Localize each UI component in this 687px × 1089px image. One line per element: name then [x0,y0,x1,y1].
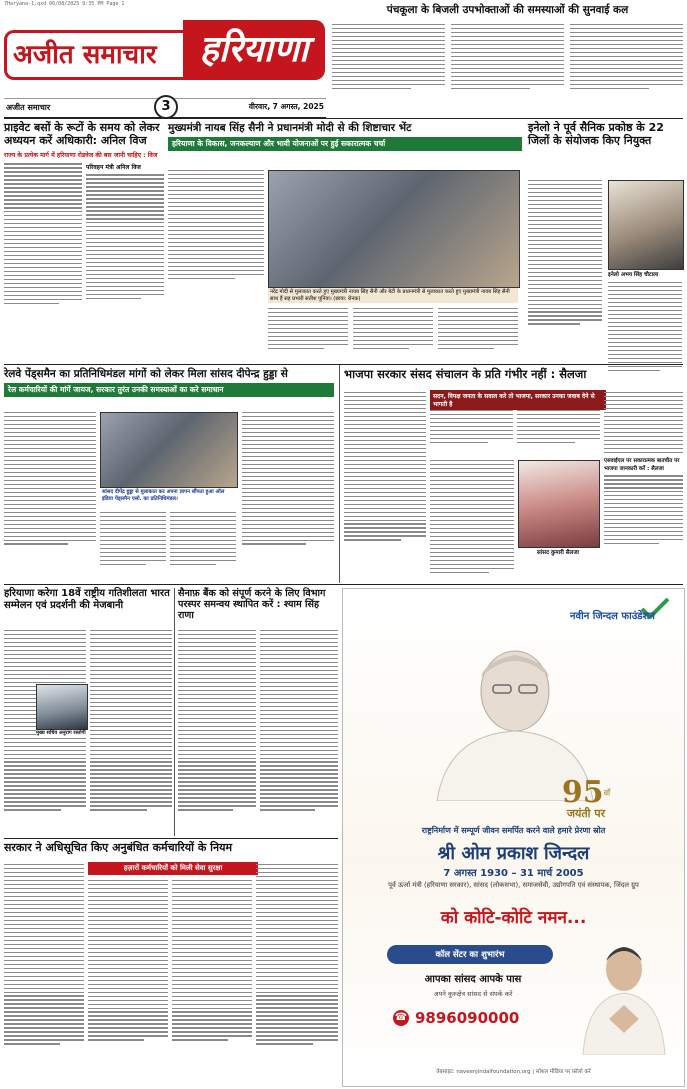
employees-band: हज़ारों कर्मचारियों को मिली सेवा सुरक्षा [88,862,258,875]
selja-band: सदन, विपक्ष जनता के सवाल करे तो भाजपा, सरकार उनका जवाब देने से भागती है [430,390,606,410]
selja-headline: भाजपा सरकार संसद संचालन के प्रति गंभीर नहीं : सैलजा [344,367,587,381]
story-selja [344,368,683,580]
story-inelo [528,122,683,362]
callcenter-title: कॉल सेंटर का शुभारंभ [387,945,553,964]
selja-text-left [344,392,426,541]
selja-photo-caption: सांसद कुमारी सैलजा [537,550,579,556]
hooda-caption: सांसद दीपेंद्र हुड्डा से मुलाकात कर अपना ज्ञापन सौंपता हुआ ऑल इंडिया पेंड्समैन एसो. का प्रतिनिधिमंडल। [100,488,236,503]
selja-subhead: एसवाईएल पर सकारात्मक बातचीत पर भाजपा जानकारी करें : सैलजा [604,458,680,473]
masthead-left [4,30,183,80]
page-number: 3 [154,95,178,119]
phone-row [393,1007,563,1029]
phone-icon: ☎ [393,1010,409,1026]
inelo-photo-caption: इनेलो अभय सिंह चौटाला [608,272,659,278]
rule-1 [4,364,683,365]
selja-text-mid [430,410,600,456]
vrule-karnal [174,588,175,836]
vij-inline-head: परिवहन मंत्री अनिल विज [86,164,141,172]
hooda-text-mid [100,512,236,578]
inelo-text-right [608,282,682,371]
saini-headline: मुख्यमंत्री नायब सिंह सैनी ने प्रधानमंत्री मोदी से की शिष्टाचार भेंट [168,122,412,134]
vij-headline: प्राइवेट बसों के रूटों के समय को लेकर अध्ययन करें अधिकारी: अनिल विज [4,121,160,147]
hooda-text-right [242,412,334,545]
story-karnal [4,588,172,836]
print-slug: 7Haryana-1.qxd 06/08/2025 9:35 PM Page 1 [4,1,125,7]
story-rana [178,588,338,836]
anniversary-emblem [547,775,625,820]
phone-number: 9896090000 [415,1009,520,1027]
saini-text-left [168,170,264,279]
employees-text-mid [88,880,252,1041]
dateline: वीरवार, 7 अगस्त, 2025 [248,102,324,111]
saini-band: हरियाणा के विकास, जनकल्याण और भावी योजनाओं पर हुई सकारात्मक चर्चा [168,137,522,151]
karnal-photo [36,684,88,730]
masthead-info-bar [4,98,326,119]
hooda-text-left [4,412,96,545]
selja-text-right [604,392,683,544]
masthead [4,12,326,98]
ad-dates: 7 अगस्त 1930 – 31 मार्च 2005 [443,868,584,879]
ad-roles: पूर्व ऊर्जा मंत्री (हरियाणा सरकार), सांसद (लोकसभा), समाजसेवी, उद्योगपति एवं संस्थापक, जिंदल ग्रुप [388,881,639,889]
story-vij [4,122,164,362]
masthead-right [183,20,325,80]
jindal-advertisement [342,588,685,1087]
karnal-text-right [90,630,172,811]
rana-text [178,630,338,811]
karnal-caption: मुख्य सचिव अनुराग रस्तोगी [36,730,90,736]
callcenter-panel [373,937,573,1051]
top-right-story [332,4,683,114]
employees-text-left [4,864,84,1045]
portrait-naveen-jindal [579,935,669,1055]
karnal-headline: हरियाणा करेगा 18वें राष्ट्रीय गतिशीलता भारत सम्मेलन एवं प्रदर्शनी की मेजबानी [4,588,170,611]
masthead-name-right: हरियाणा [199,29,309,70]
anniversary-suffix: वाँ [603,788,611,798]
saini-text-bottom [268,308,518,358]
story-employees [4,842,338,1086]
publication-name-small: अजीत समाचार [6,103,51,112]
vij-subhead: राज्य के प्रत्येक मार्ग में हरियाणा रोडवेज की बस जानी चाहिए : विज [4,152,158,160]
callcenter-text: अपने कुरुक्षेत्र सांसद से संपर्क करें [433,990,513,998]
top-right-body [332,24,683,112]
hooda-headline: रेलवे पेंड्समैन का प्रतिनिधिमंडल मांगों को लेकर मिला सांसद दीपेन्द्र हुड्डा से [4,368,288,380]
callcenter-sub: आपका सांसद आपके पास [424,974,522,985]
hooda-band: रेल कर्मचारियों की मांगें जायज, सरकार तुरंत उनकी समस्याओं का करे समाधान [4,383,334,397]
inelo-headline: इनेलो ने पूर्व सैनिक प्रकोष्ठ के 22 जिलों के संयोजक किए नियुक्त [528,121,664,147]
rule-3 [4,838,338,839]
top-right-headline: पंचकूला के बिजली उपभोक्ताओं की समस्याओं की सुनवाई कल [386,4,629,16]
ad-footer: वेबसाइट: naveenjindalfoundation.org | सोशल मीडिया पर फ़ॉलो करें [436,1069,591,1075]
masthead-name-left: अजीत समाचार [13,40,157,70]
story-saini [168,122,522,362]
rule-2 [4,584,683,585]
rule-under-masthead [4,118,683,119]
selja-photo [518,460,600,548]
vrule-selja [339,365,340,583]
hooda-photo [100,412,238,488]
employees-text-right [256,864,338,1045]
ad-tagline: राष्ट्रनिर्माण में सम्पूर्ण जीवन समर्पित करने वाले हमारे प्रेरणा स्रोत [421,826,606,835]
anniversary-label: जयंती पर [566,807,606,820]
anniversary-number: 95 [561,775,604,810]
ad-tribute: को कोटि-कोटि नमन... [440,908,587,928]
inelo-text-left [528,180,602,325]
rana-headline: सैनाफ़ बैंक को संपूर्ण करने के लिए विभाग परस्पर समन्वय स्थापित करें : श्याम सिंह राणा [178,588,326,622]
saini-caption: नरेंद्र मोदी से मुलाकात करते हुए मुख्यमंत्री नायब सिंह सैनी और बेटी के प्रधानमंत्री से मुलाकात करते हुए मुख्यमंत्री नायब सिंह सैनी साथ हैं सह प्रभारी सतीश पूनिया। (छाया: रोनक) [268,288,518,303]
inelo-photo [608,180,684,270]
story-hooda [4,368,334,580]
selja-text-lowerleft [430,460,514,573]
ad-person-name: श्री ओम प्रकाश जिन्दल [437,843,590,864]
saini-photo [268,170,520,288]
foundation-name: नवीन जिन्दल फाउंडेशन [570,611,655,622]
employees-headline: सरकार ने अधिसूचित किए अनुबंधित कर्मचारियों के नियम [4,841,233,854]
